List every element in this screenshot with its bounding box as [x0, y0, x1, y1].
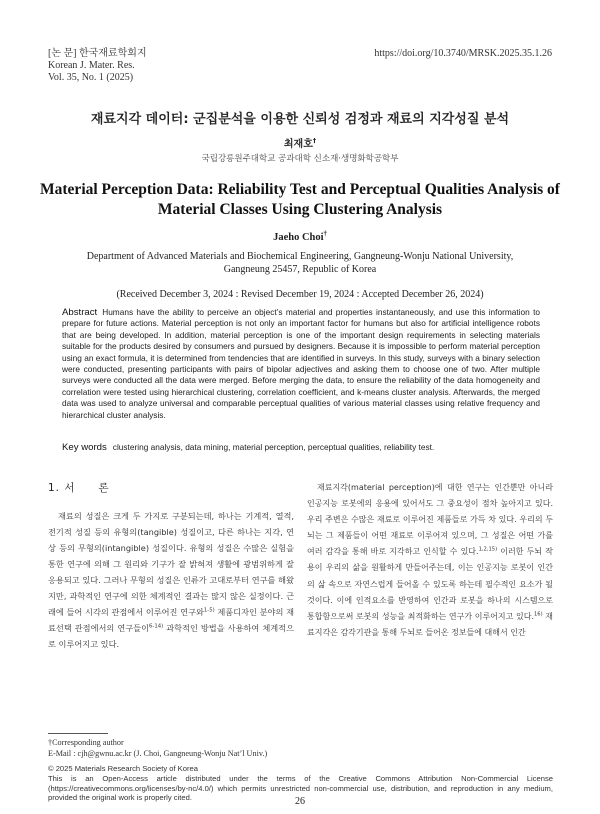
- journal-abbrev: Korean J. Mater. Res.: [48, 60, 135, 71]
- citation[interactable]: 1-5): [203, 607, 215, 614]
- left-column: [48, 480, 294, 652]
- korean-affiliation: 국립강릉원주대학교 공과대학 신소재·생명화학공학부: [201, 154, 399, 164]
- paragraph-text: 이러한 두뇌 작용이 우리의 삶을 원활하게 만들어주는데, 이는 인공지능 로봇이 인간의 삶 속으로 자연스럽게 들어올 수 있도록 하는데 필수적인 요소가 될 것이다. 이에 인적요소를 반영하여 인간과 로봇을 하나의 시스템으로 통합함으로써 로봇의 성능을 최적화하는 연구가 이루어지고 있다.: [307, 547, 553, 621]
- journal-volume: Vol. 35, No. 1 (2025): [48, 72, 134, 83]
- korean-author-name: 최재호: [283, 139, 313, 150]
- paragraph-text: 제품디자인 분야의 재료선택 관점에서의 연구들이: [48, 607, 294, 633]
- license-text: This is an Open-Access article distributed under the terms of the Creative Commons Attribution Non-Commercial License (https://creativecommons.org/licenses/by-nc/4.0/) which permits unrestricted non-commercial use, distribution, and reproduction in any medium, provided the original work is properly cited.: [48, 773, 553, 803]
- footnote-divider: [48, 733, 108, 734]
- abstract-label: Abstract: [62, 307, 98, 318]
- english-author-mark: †: [323, 230, 327, 238]
- citation[interactable]: 16): [534, 611, 543, 618]
- keywords: [62, 442, 540, 453]
- copyright-line: © 2025 Materials Research Society of Korea: [48, 764, 198, 773]
- abstract-text: Humans have the ability to perceive an object’s material and properties instantaneously, and use this information to prepare for future actions. Material perception is not only an important factor for humans but also for artificial intelligence robots that are being developed. In addition, material perception is one of the important design requirements in selecting materials suitable for the products desired by consumers and pursued by designers. Because it is impossible to perform material perception using an exact formula, it is determined from tendencies that are identified in surveys. In this study, surveys with a binary selection were conducted, presenting participants with pairs of bipolar adjectives and asking them to choose one of two. After multiple surveys were conducted all the data were merged. Before merging the data, to ensure the reliability of the data homogeneity and correlation were tested using hierarchical clustering, correlation coefficient, and k-means cluster analysis. Afterwards, the merged data was used to analyze universal and comparable perceptual qualities of various material classes using relative frequency and hierarchical cluster analysis.: [62, 307, 540, 420]
- english-author-name: Jaeho Choi: [273, 232, 324, 243]
- abstract: [62, 307, 540, 421]
- paragraph-text: 재료지각은 감각기관을 통해 두뇌로 들어온 정보들에 대해서 인간: [307, 611, 553, 637]
- korean-title: 재료지각 데이터: 군집분석을 이용한 신뢰성 검정과 재료의 지각성질 분석: [90, 112, 510, 127]
- journal-header: [48, 48, 147, 84]
- section-title: 1. 서 론: [48, 482, 110, 494]
- korean-author-mark: †: [312, 136, 317, 145]
- english-affiliation: Department of Advanced Materials and Biochemical Engineering, Gangneung-Wonju National University, Gangneung 25457, Republic of Korea: [86, 251, 514, 275]
- paragraph-text: 재료의 성질은 크게 두 가지로 구분되는데, 하나는 기계적, 열적, 전기적 성질 등의 유형의(tangible) 성질이고, 다른 하나는 지각, 연상 등의 무형의(intangible) 성질이다. 유형의 성질은 수많은 실험을 통한 연구에 의해 그 원리와 기구가 잘 밝혀져 생활에 광범위하게 잘 응용되고 있다. 그러나 무형의 성질은 인류가 고대로부터 연구를 해왔지만, 과학적인 연구에 의한 체계적인 결과는 많지 않은 실정이다. 근래에 들어 시각의 관점에서 이루어진 연구와: [48, 511, 294, 617]
- english-author: [0, 232, 600, 243]
- intro-paragraph-2: [307, 480, 553, 641]
- intro-paragraph-1: [48, 508, 294, 652]
- received-dates: (Received December 3, 2024 : Revised December 19, 2024 : Accepted December 26, 2024): [116, 289, 484, 300]
- korean-author: [0, 135, 600, 150]
- paragraph-text: 과학적인 방법을 사용하여 체계적으로 이루어지고 있다.: [48, 623, 294, 649]
- paragraph-text: 재료지각(material perception)에 대한 연구는 인간뿐만 아니라 인공지능 로봇에의 응용에 있어서도 그 중요성이 점차 높아지고 있다. 우리 주변은 수많은 재료로 이루어진 제품들로 가득 차 있다. 우리의 두뇌는 그 제품들이 어떤 재료로 이루어져 있으며, 그 성질은 어떤 가를 여러 감각을 통해 바로 지각하고 인식할 수 있다.: [307, 483, 553, 557]
- doi-link[interactable]: https://doi.org/10.3740/MRSK.2025.35.1.26: [374, 48, 552, 59]
- right-column: [307, 480, 553, 641]
- footnote-email: E-Mail : cjh@gwnu.ac.kr (J. Choi, Gangneung-Wonju Nat’l Univ.): [48, 749, 268, 758]
- citation[interactable]: 1,2,15): [478, 546, 498, 553]
- english-title: Material Perception Data: Reliability Test and Perceptual Qualities Analysis of Material Classes Using Clustering Analysis: [40, 181, 560, 218]
- keywords-text: clustering analysis, data mining, material perception, perceptual qualities, reliability test.: [112, 442, 435, 452]
- corresponding-author-footnote: [48, 737, 267, 759]
- page-number: 26: [295, 796, 305, 807]
- keywords-label: Key words: [62, 442, 107, 453]
- footnote-line: †Corresponding author: [48, 738, 124, 747]
- citation[interactable]: 6-14): [149, 623, 164, 630]
- journal-korean-name: [논 문] 한국재료학회지: [48, 48, 147, 59]
